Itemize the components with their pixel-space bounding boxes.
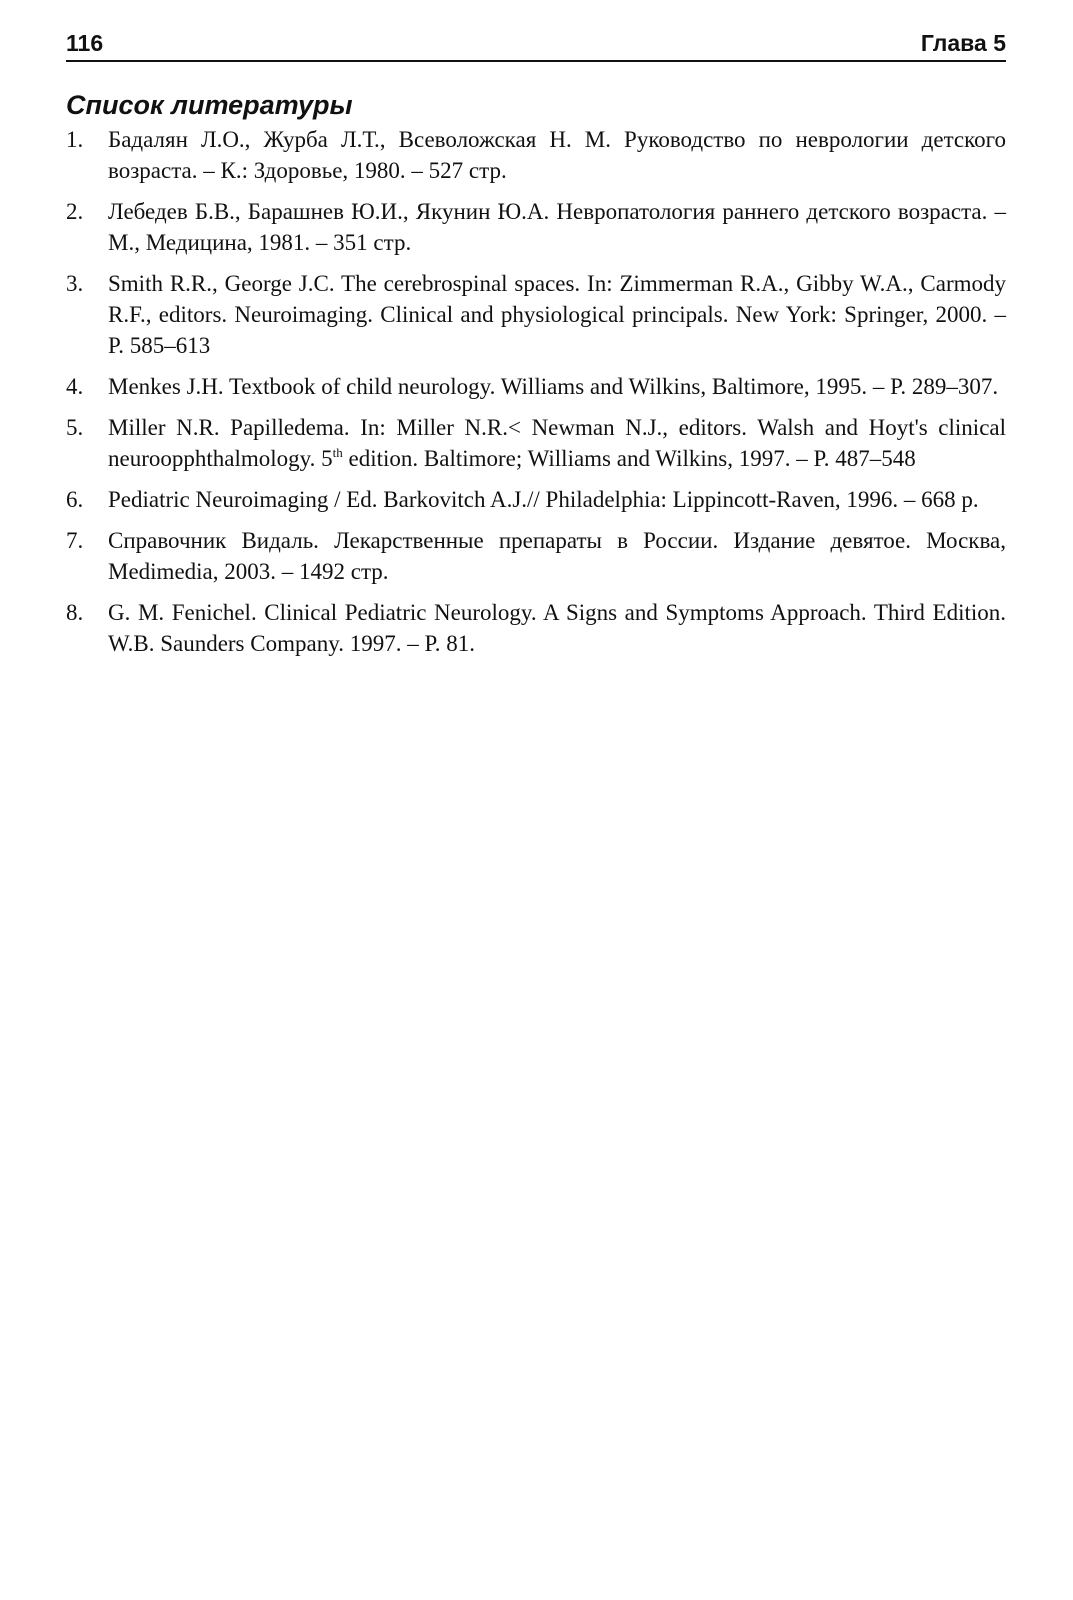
reference-text	[108, 412, 1006, 474]
section-title: Список литературы	[66, 90, 353, 120]
reference-text: Бадалян Л.О., Журба Л.Т., Всеволожская Н. М. Руководство по неврологии детского возраста. – К.: Здоровье, 1980. – 527 стр.	[108, 127, 1006, 183]
reference-number: 5.	[66, 415, 84, 440]
reference-item	[66, 196, 1006, 258]
reference-text: G. M. Fenichel. Clinical Pediatric Neurology. A Signs and Symptoms Approach. Third Edition. W.B. Saunders Company. 1997. – P. 81.	[108, 600, 1006, 656]
reference-number: 4.	[66, 374, 84, 399]
reference-item	[66, 371, 1006, 402]
reference-number: 2.	[66, 199, 84, 224]
reference-text: Справочник Видаль. Лекарственные препараты в России. Издание девятое. Москва, Medimedia, 2003. – 1492 стр.	[108, 528, 1006, 584]
reference-item	[66, 412, 1006, 474]
reference-item	[66, 484, 1006, 515]
reference-number: 1.	[66, 127, 84, 152]
reference-text: Menkes J.H. Textbook of child neurology. Williams and Wilkins, Baltimore, 1995. – P. 289–307.	[108, 374, 999, 399]
reference-number: 7.	[66, 528, 84, 553]
reference-text: Smith R.R., George J.C. The cerebrospinal spaces. In: Zimmerman R.A., Gibby W.A., Carmody R.F., editors. Neuroimaging. Clinical and physiological principals. New York: Springer, 2000. – P. 585–613	[108, 271, 1006, 358]
page	[66, 28, 1006, 669]
page-number: 116	[66, 30, 104, 56]
chapter-label: Глава 5	[920, 30, 1006, 56]
running-header	[66, 28, 1006, 62]
reference-text: Pediatric Neuroimaging / Ed. Barkovitch A.J.// Philadelphia: Lippincott-Raven, 1996. – 668 p.	[108, 487, 979, 512]
reference-number: 3.	[66, 271, 84, 296]
reference-item	[66, 597, 1006, 659]
superscript-ordinal: th	[332, 445, 343, 460]
reference-number: 8.	[66, 600, 84, 625]
reference-text-part: edition. Baltimore; Williams and Wilkins, 1997. – P. 487–548	[342, 446, 916, 471]
reference-text-part: Miller N.R. Papilledema. In: Miller N.R.< Newman N.J., editors. Walsh and Hoyt's clinical neuroopphthalmology. 5	[108, 415, 1006, 471]
reference-item	[66, 268, 1006, 361]
reference-number: 6.	[66, 487, 84, 512]
reference-item	[66, 124, 1006, 186]
reference-list	[66, 124, 1006, 659]
reference-text: Лебедев Б.В., Барашнев Ю.И., Якунин Ю.А. Невропатология раннего детского возраста. – М., Медицина, 1981. – 351 стр.	[108, 199, 1006, 255]
reference-item	[66, 525, 1006, 587]
